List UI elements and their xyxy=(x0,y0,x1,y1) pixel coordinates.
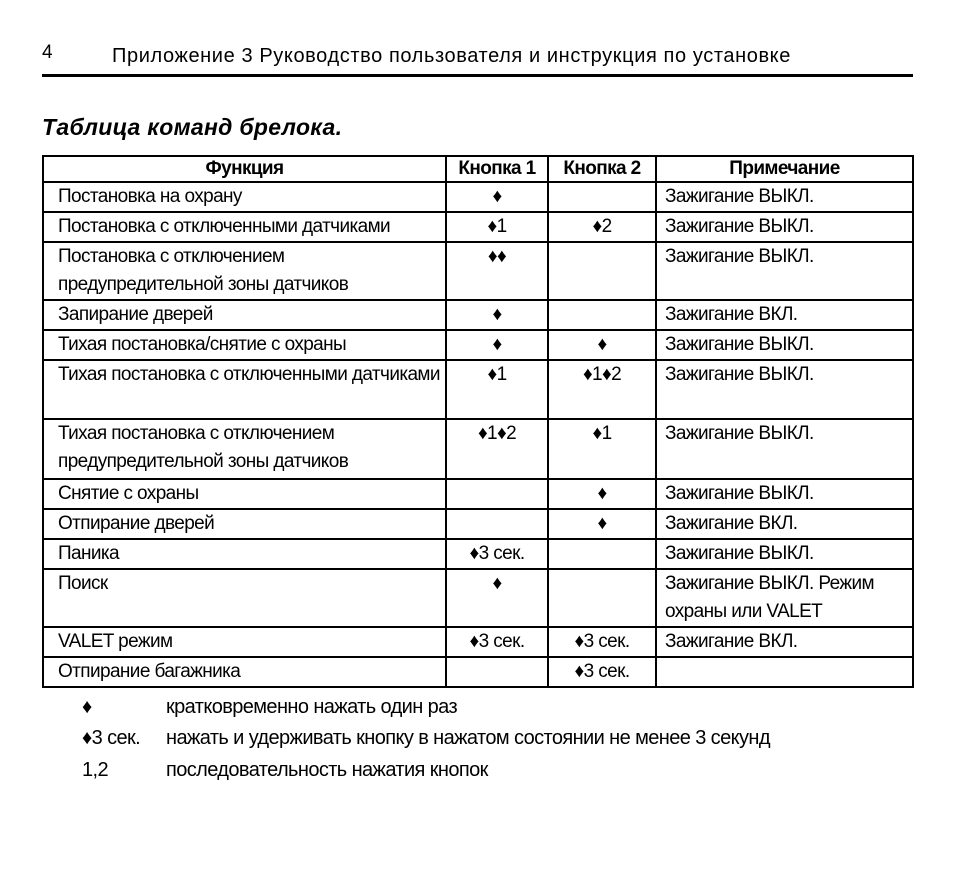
note-cell: Зажигание ВЫКЛ. xyxy=(656,242,913,300)
function-cell: Запирание дверей xyxy=(43,300,446,330)
legend-symbol: 1,2 xyxy=(82,759,109,781)
button2-cell: ♦1♦2 xyxy=(548,360,656,419)
button2-cell xyxy=(548,242,656,300)
function-cell: Постановка на охрану xyxy=(43,182,446,212)
column-header-function: Функция xyxy=(43,156,446,182)
button1-cell: ♦ xyxy=(446,300,548,330)
commands-table xyxy=(42,155,914,688)
table-row xyxy=(43,657,913,687)
note-cell: Зажигание ВКЛ. xyxy=(656,509,913,539)
table-row xyxy=(43,300,913,330)
function-cell: Постановка с отключенными датчиками xyxy=(43,212,446,242)
column-header-note: Примечание xyxy=(656,156,913,182)
table-row xyxy=(43,360,913,419)
table-row xyxy=(43,569,913,627)
legend-text: кратковременно нажать один раз xyxy=(166,696,458,718)
running-header: Приложение 3 Руководство пользователя и инструкция по установке xyxy=(112,45,791,67)
note-cell: Зажигание ВЫКЛ. xyxy=(656,212,913,242)
function-cell: Тихая постановка с отключенными датчиками xyxy=(43,360,446,419)
table-row xyxy=(43,212,913,242)
legend-text: последовательность нажатия кнопок xyxy=(166,759,488,781)
button1-cell: ♦3 сек. xyxy=(446,539,548,569)
table-row xyxy=(43,330,913,360)
button1-cell xyxy=(446,479,548,509)
button1-cell: ♦ xyxy=(446,330,548,360)
button2-cell xyxy=(548,539,656,569)
button1-cell: ♦1♦2 xyxy=(446,419,548,479)
button2-cell: ♦3 сек. xyxy=(548,657,656,687)
legend-text: нажать и удерживать кнопку в нажатом состоянии не менее 3 секунд xyxy=(166,727,770,749)
note-cell: Зажигание ВЫКЛ. xyxy=(656,182,913,212)
function-cell: Снятие с охраны xyxy=(43,479,446,509)
button2-cell: ♦1 xyxy=(548,419,656,479)
note-cell: Зажигание ВЫКЛ. Режим охраны или VALET xyxy=(656,569,913,627)
button1-cell: ♦ xyxy=(446,569,548,627)
button2-cell: ♦ xyxy=(548,330,656,360)
button1-cell: ♦3 сек. xyxy=(446,627,548,657)
button2-cell xyxy=(548,300,656,330)
button2-cell: ♦3 сек. xyxy=(548,627,656,657)
section-title: Таблица команд брелока. xyxy=(42,114,343,140)
table-row xyxy=(43,479,913,509)
note-cell: Зажигание ВЫКЛ. xyxy=(656,419,913,479)
note-cell xyxy=(656,657,913,687)
table-row xyxy=(43,627,913,657)
note-cell: Зажигание ВЫКЛ. xyxy=(656,479,913,509)
function-cell: Паника xyxy=(43,539,446,569)
button2-cell: ♦2 xyxy=(548,212,656,242)
button2-cell xyxy=(548,569,656,627)
button2-cell: ♦ xyxy=(548,509,656,539)
note-cell: Зажигание ВКЛ. xyxy=(656,627,913,657)
note-cell: Зажигание ВКЛ. xyxy=(656,300,913,330)
table-row xyxy=(43,509,913,539)
button2-cell: ♦ xyxy=(548,479,656,509)
table-header-row xyxy=(43,156,913,182)
column-header-button1: Кнопка 1 xyxy=(446,156,548,182)
function-cell: Отпирание багажника xyxy=(43,657,446,687)
table-row xyxy=(43,419,913,479)
button1-cell: ♦1 xyxy=(446,212,548,242)
button2-cell xyxy=(548,182,656,212)
function-cell: Тихая постановка с отключением предупредительной зоны датчиков xyxy=(43,419,446,479)
button1-cell: ♦1 xyxy=(446,360,548,419)
note-cell: Зажигание ВЫКЛ. xyxy=(656,539,913,569)
page-number: 4 xyxy=(42,42,53,63)
table-row xyxy=(43,182,913,212)
table-row xyxy=(43,539,913,569)
function-cell: Поиск xyxy=(43,569,446,627)
legend-symbol: ♦3 сек. xyxy=(82,727,141,749)
function-cell: Отпирание дверей xyxy=(43,509,446,539)
note-cell: Зажигание ВЫКЛ. xyxy=(656,330,913,360)
button1-cell xyxy=(446,657,548,687)
function-cell: Постановка с отключением предупредительной зоны датчиков xyxy=(43,242,446,300)
header-rule xyxy=(42,74,913,77)
button1-cell: ♦ xyxy=(446,182,548,212)
column-header-button2: Кнопка 2 xyxy=(548,156,656,182)
table-row xyxy=(43,242,913,300)
button1-cell xyxy=(446,509,548,539)
function-cell: VALET режим xyxy=(43,627,446,657)
legend-symbol: ♦ xyxy=(82,696,92,718)
function-cell: Тихая постановка/снятие с охраны xyxy=(43,330,446,360)
note-cell: Зажигание ВЫКЛ. xyxy=(656,360,913,419)
button1-cell: ♦♦ xyxy=(446,242,548,300)
